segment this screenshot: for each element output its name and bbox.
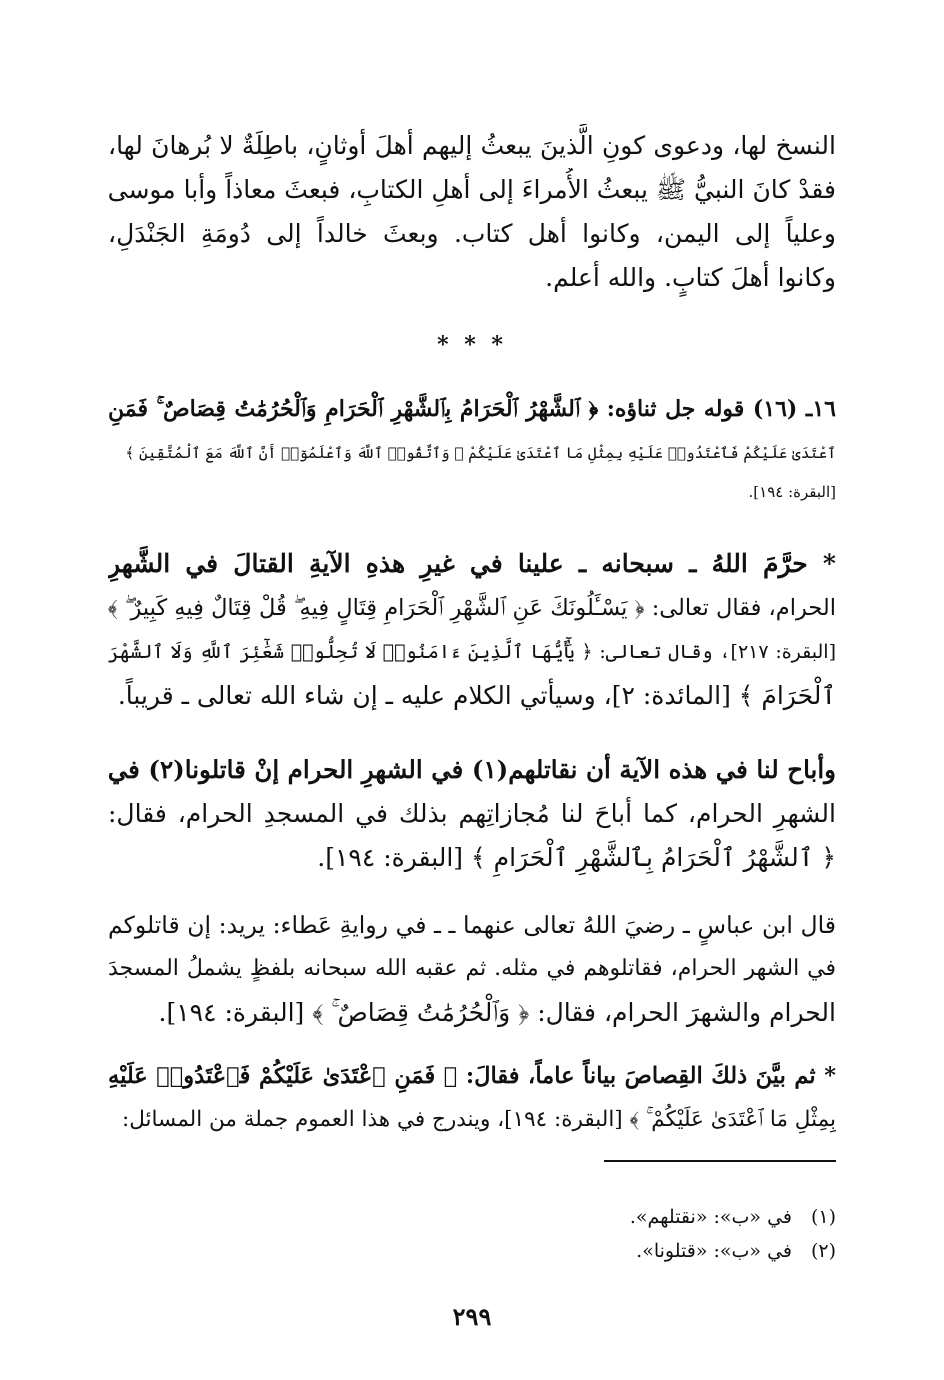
- text-line: ٱلْحَرَامَ ﴾ [المائدة: ٢]، وسيأتي الكلام عليه ـ إن شاء الله تعالى ـ قريباً.: [117, 681, 836, 710]
- footnote-item: [108, 1200, 836, 1234]
- footnotes: [108, 1200, 836, 1268]
- footnote-text: في «ب»: «قتلونا».: [636, 1240, 792, 1262]
- paragraph-prohibition: [108, 542, 836, 718]
- text-line: الحرام والشهرَ الحرام، فقال: ﴿ وَٱلْحُرُمَٰتُ قِصَاصٌ ۚ ﴾ [البقرة: ١٩٤].: [158, 998, 836, 1027]
- verse-reference: [البقرة: ١٩٤].: [748, 483, 836, 501]
- text-line: وأباح لنا في هذه الآية أن نقاتلهم(١) في الشهرِ الحرام إنْ قاتلونا(٢) في: [108, 755, 836, 784]
- text-line: [البقرة: ٢١٧]، وقال تعالى: ﴿ يَٰٓأَيُّهَا ٱلَّذِينَ ءَامَنُوا۟ لَا تُحِلُّوا۟ شَعَٰٓئِرَ ٱللَّهِ وَلَا ٱلشَّهْرَ: [108, 641, 836, 663]
- text-line: وعلياً إلى اليمن، وكانوا أهل كتاب. وبعثَ خالداً إلى دُومَةِ الجَنْدَلِ،: [108, 219, 836, 248]
- footnote-divider: [604, 1160, 836, 1162]
- section-separator: * * *: [437, 332, 507, 358]
- section-heading-16: [108, 387, 836, 509]
- text-line: في الشهر الحرام، فقاتلوهم في مثله. ثم عقبه الله سبحانه بلفظٍ يشملُ المسجدَ: [108, 956, 836, 981]
- text-line: الشهرِ الحرام، كما أباحَ لنا مُجازاتِهم بذلك في المسجدِ الحرام، فقال:: [108, 799, 836, 828]
- footnote-item: [108, 1234, 836, 1268]
- paragraph-ibn-abbas: [108, 903, 836, 1035]
- text-line: قال ابن عباسٍ ـ رضيَ اللهُ تعالى عنهما ـ ـ في روايةِ عَطاء: يريد: إن قاتلوكم: [108, 911, 836, 939]
- footnote-text: في «ب»: «نقتلهم».: [629, 1206, 792, 1228]
- text-line: فقدْ كانَ النبيُّ ﷺ يبعثُ الأُمراءَ إلى أهلِ الكتابِ، فبعثَ معاذاً وأبا موسى: [108, 175, 836, 204]
- text-line: * حرَّمَ اللهُ ـ سبحانه ـ علينا في غيرِ هذهِ الآيةِ القتالَ في الشَّهرِ: [108, 549, 836, 578]
- text-line: الحرام، فقال تعالى: ﴿ يَسْـَٔلُونَكَ عَنِ ٱلشَّهْرِ ٱلْحَرَامِ قِتَالٍ فِيهِ ۖ قُلْ قِتَالٌ فِيهِ كَبِيرٌ ۖ ﴾: [108, 595, 836, 621]
- paragraph-retaliation: [108, 1054, 836, 1142]
- footnote-number: (٢): [810, 1240, 836, 1262]
- text-line: ﴿ ٱلشَّهْرُ ٱلْحَرَامُ بِٱلشَّهْرِ ٱلْحَرَامِ ﴾ [البقرة: ١٩٤].: [317, 843, 836, 872]
- page-number: ٢٩٩: [452, 1302, 492, 1331]
- paragraph-permission: [108, 748, 836, 880]
- paragraph-intro: [108, 124, 836, 300]
- text-line: النسخ لها، ودعوى كونِ الَّذينَ يبعثُ إليهم أهلَ أوثانٍ، باطِلَةٌ لا بُرهانَ لها،: [108, 131, 836, 160]
- heading-line: ١٦ـ (١٦) قوله جل ثناؤه: ﴿ ٱلشَّهْرُ ٱلْحَرَامُ بِٱلشَّهْرِ ٱلْحَرَامِ وَٱلْحُرُمَٰتُ قِصَاصٌ ۚ فَمَنِ: [108, 396, 836, 422]
- text-line: بِمِثْلِ مَا ٱعْتَدَىٰ عَلَيْكُمْ ۚ ﴾ [البقرة: ١٩٤]، ويندرج في هذا العموم جملة من المسائل:: [122, 1107, 836, 1132]
- verse-line: ٱعْتَدَىٰ عَلَيْكُمْ فَٱعْتَدُوا۟ عَلَيْهِ بِمِثْلِ مَا ٱعْتَدَىٰ عَلَيْكُمْ ۚ وَٱتَّقُوا۟ ٱللَّهَ وَٱعْلَمُوٓا۟ أَنَّ ٱللَّهَ مَعَ ٱلْمُتَّقِينَ ﴾: [125, 444, 836, 462]
- footnote-number: (١): [810, 1206, 836, 1228]
- text-line: وكانوا أهلَ كتابٍ. والله أعلم.: [545, 263, 836, 292]
- text-line: * ثم بيَّنَ ذلكَ القِصاصَ بياناً عاماً، فقالَ: ﴿ فَمَنِ ٱعْتَدَىٰ عَلَيْكُمْ فَٱعْتَدُوا۟ عَلَيْهِ: [108, 1063, 836, 1089]
